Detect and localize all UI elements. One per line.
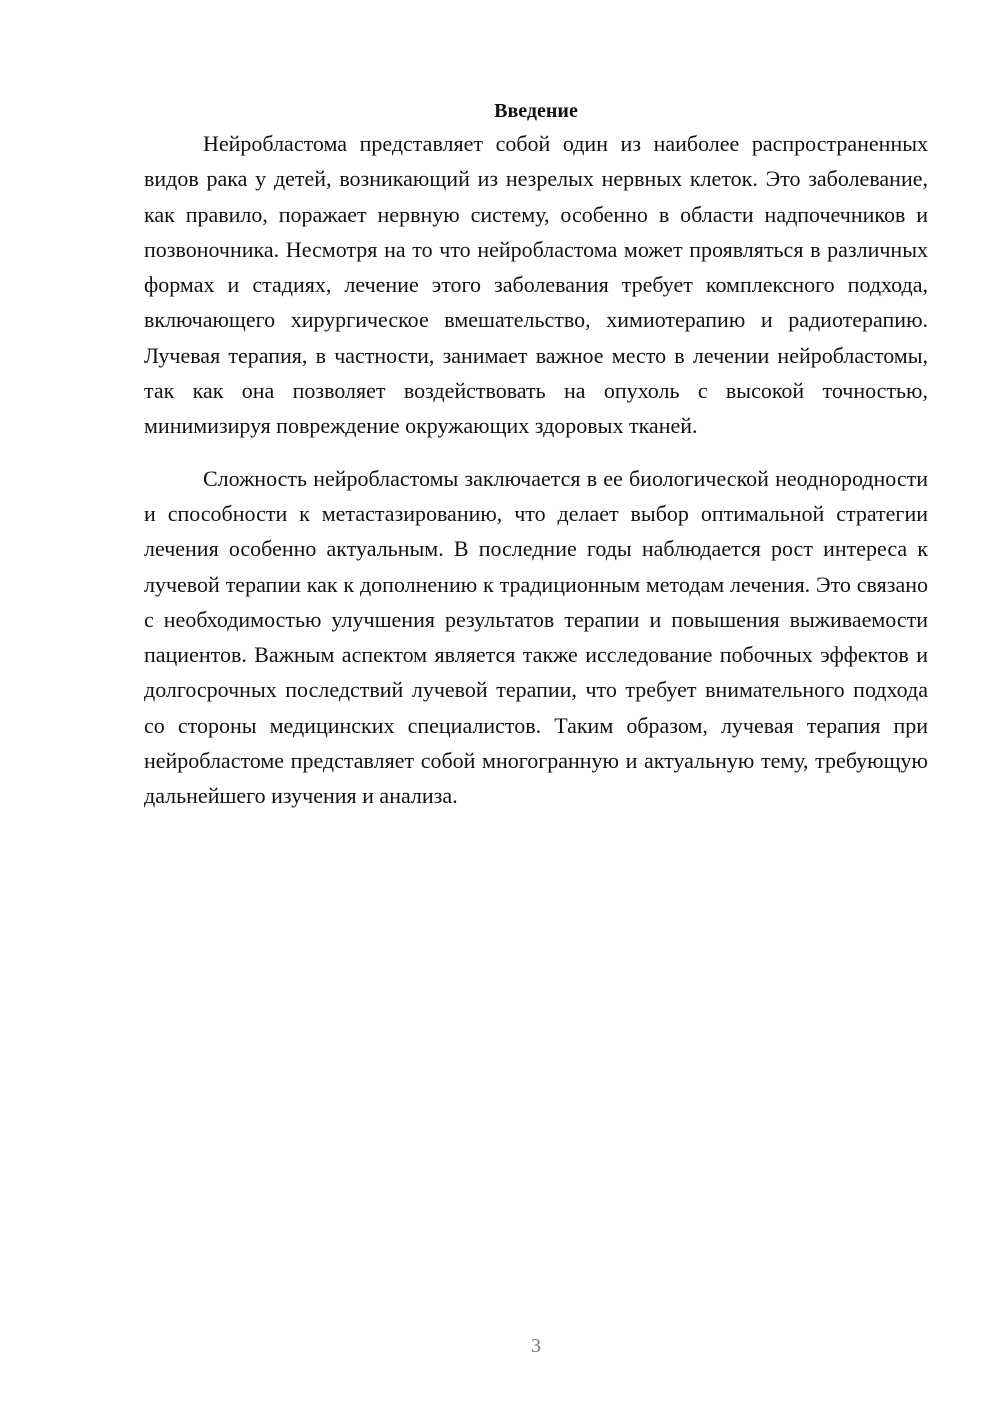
page-content [144,96,928,814]
page-number: 3 [531,1335,541,1357]
section-heading: Введение [494,100,578,122]
body-paragraph-1: Нейробластома представляет собой один из наиболее распространенных видов рака у детей, возникающий из незрелых нервных клеток. Это заболевание, как правило, поражает нервную систему, особенно в области надпочечников и позвоночника. Несмотря на то что нейробластома может проявляться в различных формах и стадиях, лечение этого заболевания требует комплексного подхода, включающего хирургическое вмешательство, химиотерапию и радиотерапию. Лучевая терапия, в частности, занимает важное место в лечении нейробластомы, так как она позволяет воздействовать на опухоль с высокой точностью, минимизируя повреждение окружающих здоровых тканей. [144,131,928,439]
body-paragraph-2: Сложность нейробластомы заключается в ее биологической неоднородности и способности к метастазированию, что делает выбор оптимальной стратегии лечения особенно актуальным. В последние годы наблюдается рост интереса к лучевой терапии как к дополнению к традиционным методам лечения. Это связано с необходимостью улучшения результатов терапии и повышения выживаемости пациентов. Важным аспектом является также исследование побочных эффектов и долгосрочных последствий лучевой терапии, что требует внимательного подхода со стороны медицинских специалистов. Таким образом, лучевая терапия при нейробластоме представляет собой многогранную и актуальную тему, требующую дальнейшего изучения и анализа. [144,465,928,809]
